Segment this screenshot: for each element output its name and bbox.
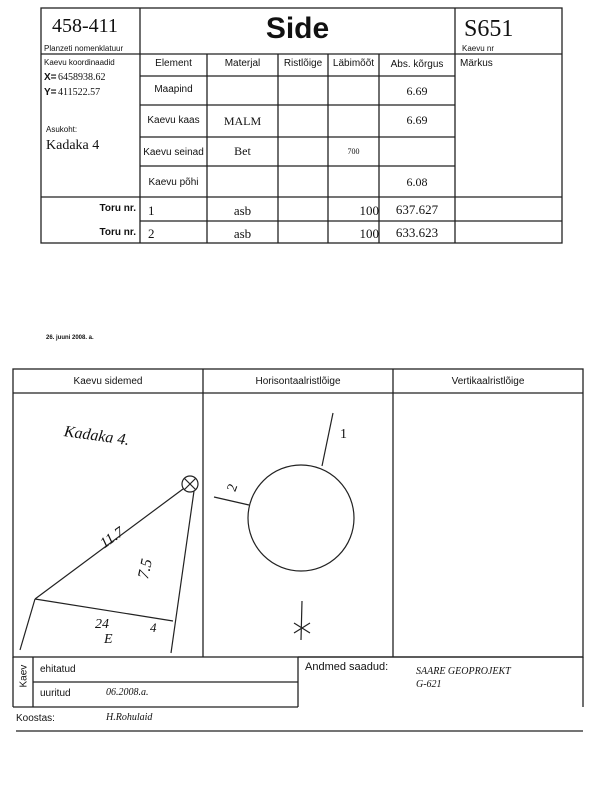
x-label: X= bbox=[44, 72, 57, 83]
page-title: Side bbox=[265, 12, 330, 45]
pipe-abs: 633.623 bbox=[395, 225, 439, 240]
col-remarks: Märkus bbox=[460, 58, 493, 69]
col-material: Materjal bbox=[224, 58, 261, 69]
x-value: 6458938.62 bbox=[58, 72, 106, 83]
well-circle bbox=[248, 465, 354, 571]
built-label: ehitatud bbox=[40, 664, 76, 675]
row-element: Maapind bbox=[154, 84, 193, 95]
author-label: Koostas: bbox=[16, 713, 55, 724]
sketch-location-label: Kadaka 4. bbox=[62, 423, 131, 450]
well-number-label: Kaevu nr bbox=[462, 44, 495, 53]
row-abs: 6.69 bbox=[406, 113, 428, 127]
sheet-number: 458-411 bbox=[52, 15, 118, 37]
row-material: Bet bbox=[234, 144, 251, 158]
length-label-c: 24 bbox=[95, 617, 109, 632]
pipe-label: Toru nr. bbox=[99, 203, 136, 214]
well-side-label: Kaev bbox=[18, 664, 30, 688]
row-abs: 6.08 bbox=[406, 175, 428, 189]
col-horizontal: Horisontaalristlõige bbox=[255, 376, 341, 387]
col-connections: Kaevu sidemed bbox=[73, 376, 143, 387]
location-label: Asukoht: bbox=[46, 125, 78, 134]
length-label-d: 4 bbox=[150, 620, 157, 635]
col-vertical: Vertikaalristlõige bbox=[451, 376, 525, 387]
pipe-abs: 637.627 bbox=[395, 202, 439, 217]
company-name: SAARE GEOPROJEKT bbox=[416, 666, 511, 677]
pipe-2-label: 2 bbox=[224, 481, 242, 494]
sheet-number-label: Planzeti nomenklatuur bbox=[44, 44, 124, 53]
row-diameter: 700 bbox=[347, 147, 360, 156]
surveyed-value: 06.2008.a. bbox=[106, 687, 149, 698]
data-source-label: Andmed saadud: bbox=[305, 661, 389, 673]
y-value: 411522.57 bbox=[58, 87, 101, 98]
row-abs: 6.69 bbox=[406, 84, 428, 98]
row-element: Kaevu põhi bbox=[148, 177, 199, 188]
col-cross: Ristlõige bbox=[283, 58, 323, 69]
connection-sketch bbox=[20, 476, 198, 653]
y-label: Y= bbox=[44, 87, 57, 98]
horizontal-section bbox=[214, 413, 354, 640]
col-abs-height: Abs. kõrgus bbox=[390, 59, 444, 70]
letter-e: E bbox=[104, 632, 113, 647]
row-element: Kaevu seinad bbox=[143, 147, 204, 158]
coords-label: Kaevu koordinaadid bbox=[44, 58, 115, 67]
author-value: H.Rohulaid bbox=[106, 712, 153, 723]
pipe-1-line bbox=[322, 413, 333, 466]
pipe-material: asb bbox=[233, 226, 252, 241]
pipe-2-line bbox=[214, 497, 249, 505]
row-material: MALM bbox=[223, 114, 262, 128]
surveyed-label: uuritud bbox=[40, 688, 71, 699]
pipe-diameter: 100 bbox=[359, 203, 379, 218]
location-value: Kadaka 4 bbox=[46, 138, 100, 153]
pipe-1-label: 1 bbox=[340, 427, 347, 442]
col-diameter: Läbimõõt bbox=[332, 58, 375, 69]
company-code: G-621 bbox=[416, 679, 442, 690]
date-text: 26. juuni 2008. a. bbox=[46, 335, 94, 341]
pipe-material: asb bbox=[233, 203, 252, 218]
row-element: Kaevu kaas bbox=[147, 115, 200, 126]
col-element: Element bbox=[155, 58, 192, 69]
length-label-a: 11.7 bbox=[97, 524, 128, 552]
length-label-b: 7.5 bbox=[135, 557, 156, 581]
pipe-label: Toru nr. bbox=[99, 227, 136, 238]
pipe-nr: 1 bbox=[148, 203, 155, 218]
well-number: S651 bbox=[464, 16, 514, 42]
pipe-nr: 2 bbox=[148, 226, 155, 241]
pipe-diameter: 100 bbox=[359, 226, 379, 241]
